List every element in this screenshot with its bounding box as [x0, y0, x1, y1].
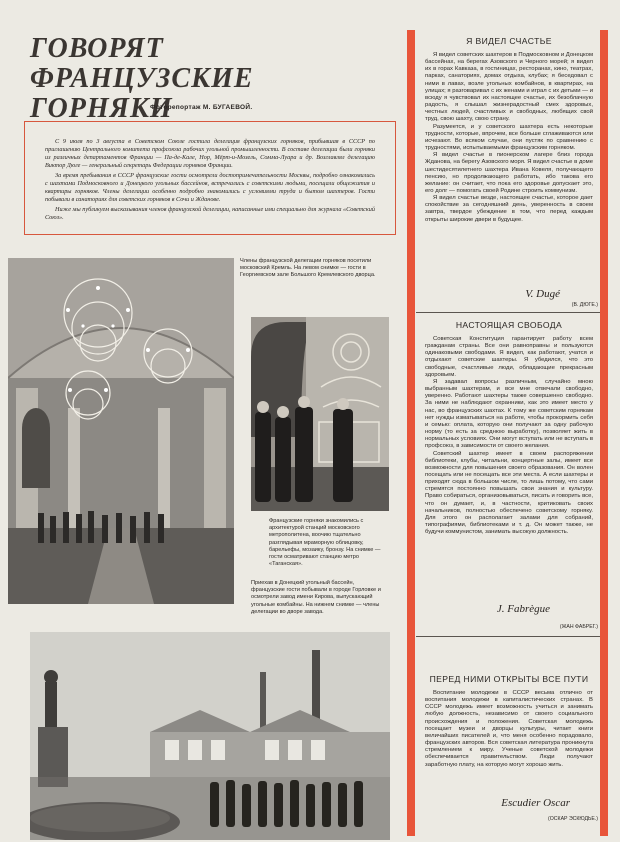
- section-heading-happiness: Я ВИДЕЛ СЧАСТЬЕ: [466, 36, 552, 46]
- article-title-line-1: ГОВОРЯТ: [30, 33, 164, 64]
- photo-metro-taganskaya: [251, 317, 389, 511]
- section-paragraph: Я видел счастье везде, настоящее счастье, которое дает спокойствие за сегодняшний день, уверенность в своем завтра, твердое убеждение в том, что перед каждым открыты широкие двери в будущее.: [425, 195, 593, 223]
- intro-paragraph: С 9 июля по 3 августа в Советском Союзе гостила делегация французских горняков, прибывшая в СССР по приглашению Центрального комитета профсоюза рабочих угольной промышленности. В составе делегации были горняки из различных департаментов Франции — Па-де-Кале, Нор, Мёрт-и-Мозель, Сомма-Луара и др. Возглавлял делегацию Виктор Дюге — генеральный секретарь Федерации горняков Франции.: [45, 138, 375, 169]
- caption-kremlin: Члены французской делегации горняков посетили московский Кремль. На левом снимке — гости в Георгиевском зале Большого Кремлевского дворца.: [240, 258, 376, 279]
- author-name: (ЖАН ФАБРЕГ.): [559, 624, 598, 630]
- caption-metro: Французские горняки знакомились с архитектурой станций московского метрополитена, воочию тщательно разглядывая мраморную облицовку, барельефы, мозаику, бронзу. На снимке — гости осматривают станцию метро «Таганская».: [269, 518, 381, 568]
- factory-illustration: [30, 632, 390, 840]
- signature-block-duge: [420, 288, 590, 302]
- photo-kirov-factory: [30, 632, 390, 840]
- section-paragraph: Советская Конституция гарантирует работу всем гражданам страны. Все они равноправны и пользуются одинаковыми свободами. Я видел, как работают, учатся и отдыхают советские шахтеры. Я убедился, что это свободные, счастливые люди, обладающие прекрасным здоровьем.: [425, 336, 593, 378]
- photo-credit: Фоторепортаж М. БУГАЕВОЙ.: [150, 104, 253, 111]
- section-paragraph: Я видел счастье в пионерском лагере близ города Жданова, на берегу Азовского моря. Я видел счастье в доме шестидесятилетнего шахтера Ивана Ковеля, получающего пенсию, но продолжающего работать, ибо такова его желание: он считает, что пока его здоровье допускает это, его долг — помогать своей Родине строить коммунизм.: [425, 152, 593, 194]
- section-body-freedom: [425, 336, 593, 536]
- signature-block-escudier: [420, 797, 590, 811]
- author-name: (В. ДЮГЕ.): [571, 302, 598, 308]
- section-body-happiness: [425, 52, 593, 224]
- section-divider: [416, 636, 600, 637]
- signature-block-fabreg: [420, 603, 590, 617]
- author-name: (ОСКАР ЭСКЮДЬЕ.): [548, 816, 598, 822]
- photo-georgievsky-hall: [8, 258, 234, 604]
- section-paragraph: Я видел советских шахтеров в Подмосковном и Донецком бассейнах, на берегах Азовского и Черного морей; я видел их в горах Кавказа, в гостиницах, ресторанах, кино, театрах, парках, санаториях, домах отдыха, клубах; я беседовал с ними в лавах, возле угольных комбайнов, в квартирах, на улицах; я разговаривал с их женами и играл с их детьми — и всюду я чувствовал их настоящее счастье, их безоблачную радость, я слышал жизнерадостный смех здоровых, честных людей, счастливых и свободных, любящих свой труд, свою шахту, свою страну.: [425, 52, 593, 123]
- intro-box: [24, 121, 396, 235]
- handwritten-signature: Escudier Oscar: [501, 797, 570, 809]
- section-paragraph: Я задавал вопросы различным, случайно мною выбранным шахтерам, и все мне отвечали свободно, уверенно. Работают шахтеры также совершенно свободно. За ними не наблюдают охранники, как это имеет место у нас, во французских шахтах. К тому же советским горнякам нет нужды изматываться на работе, чтобы прокормить себя и семью: оплата, которую они получают за одну рабочую норму (то есть за среднюю выработку), позволяет жить в нормальных условиях. Они могут вступать или не вступать в профсоюз, в зависимости от своего желания.: [425, 378, 593, 450]
- section-heading-freedom: НАСТОЯЩАЯ СВОБОДА: [455, 320, 563, 330]
- section-heading-all-paths-open: ПЕРЕД НИМИ ОТКРЫТЫ ВСЕ ПУТИ: [429, 674, 589, 684]
- handwritten-signature: V. Dugé: [525, 288, 560, 300]
- section-divider: [416, 312, 600, 313]
- section-paragraph: Разумеется, и у советского шахтера есть некоторые трудности, которые, впрочем, все больше сглаживаются или исчезают. Во всяком случае, они пустяк по сравнению с трудностями, испытываемыми французским горняком.: [425, 123, 593, 152]
- hall-illustration: [8, 258, 234, 604]
- intro-paragraph: Ниже мы публикуем высказывания членов французской делегации, написанные ими специально для журнала «Советский Союз».: [45, 206, 375, 221]
- section-paragraph: Воспитание молодежи в СССР весьма отлично от воспитания молодежи в капиталистических странах. В СССР молодежь имеет возможность учиться и занимать любую должность, независимо от своего социального происхождения и положения. Советская молодежь посещает музеи и дворцы культуры, читает книги величайших писателей и, что меня особенно порадовало, французских авторов. Вся советская литература проникнута стремлением к миру. Ученые советской молодежи обеспечивается правительством. Люди получают заработную плату, на которую могут хорошо жить.: [425, 690, 593, 768]
- section-body-all-paths-open: [425, 690, 593, 769]
- article-title-line-2: ФРАНЦУЗСКИЕ ГОРНЯКИ: [30, 63, 254, 124]
- handwritten-signature: J. Fabrègue: [496, 603, 550, 615]
- metro-illustration: [251, 317, 389, 511]
- intro-paragraph: За время пребывания в СССР французские гости осмотрели достопримечательности Москвы, подробно ознакомились с шахтами Подмосковного и Донецкого угольных бассейнов, встречались с советскими людьми, посещали общежития и квартиры горняков. Члены делегации особенно подробно знакомились с условиями труда и бытом шахтеров. Гости побывали в санаториях для советских горняков в Сочи и Жданове.: [45, 172, 375, 203]
- section-paragraph: Советский шахтер имеет в своем распоряжении библиотеки, клубы, читальни, концертные залы, имеет все возможности для повышения своего образования. Он волен посещать или не посещать все эти места. А если шахтеры и приходят сюда в большом числе, то лишь потому, что сами стремятся постоянно повышать свои знания и культуру. Право собираться, организовываться, писать и говорить все, что он думает, и, в частности, критиковать своих начальников, полностью обеспечено советскому горняку. Для этого он располагает залами для собраний, типографиями, библиотеками и т. д. Он может также, не будучи коммунистом, занимать высокую должность.: [425, 450, 593, 536]
- caption-gorlovka: Приехав в Донецкий угольный бассейн, французские гости побывали в городе Горловке и осмотрели завод имени Кирова, выпускающий угольные комбайны. На нижнем снимке — члены делегации во дворе завода.: [251, 580, 381, 615]
